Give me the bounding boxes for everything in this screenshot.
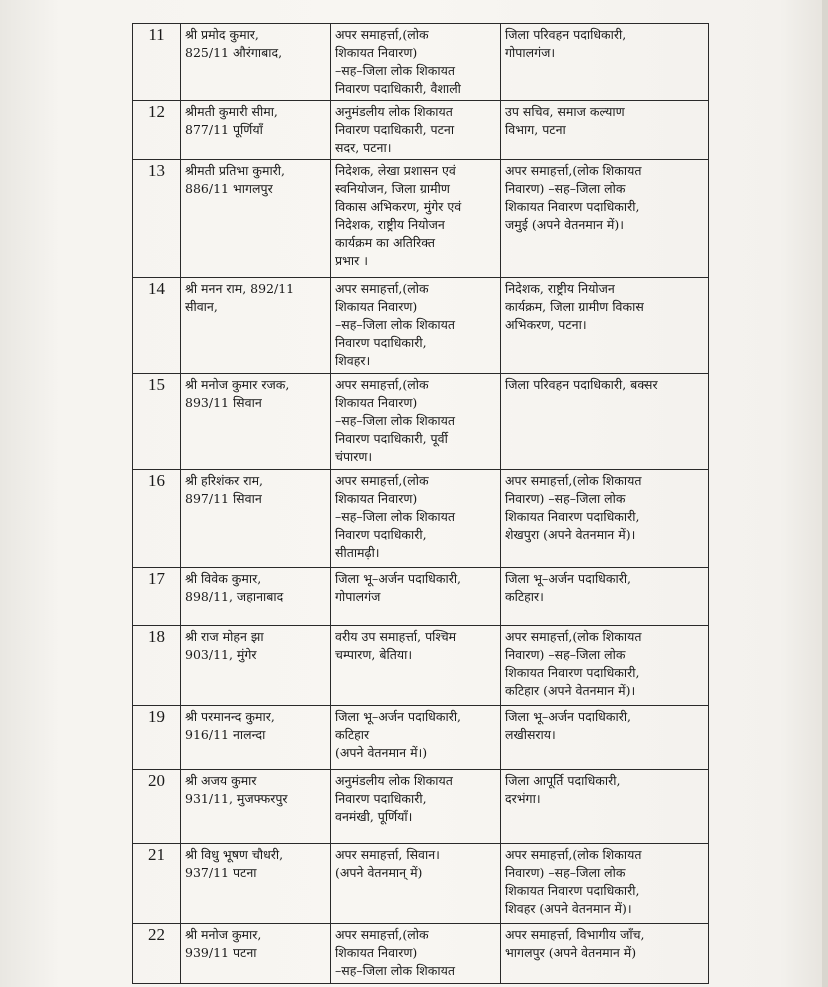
officer-name-cell-line: श्रीमती कुमारी सीमा, bbox=[185, 104, 278, 119]
officer-name-cell bbox=[181, 374, 331, 470]
officer-name-cell bbox=[181, 924, 331, 984]
new-posting-cell-line: शिकायत निवारण पदाधिकारी, bbox=[505, 665, 640, 680]
new-posting-cell bbox=[501, 24, 709, 101]
current-posting-cell-line: (अपने वेतनमान् में) bbox=[335, 865, 423, 880]
table-row bbox=[133, 844, 709, 924]
table-row bbox=[133, 24, 709, 101]
current-posting-cell-line: शिकायत निवारण) bbox=[335, 395, 418, 410]
serial-number: 22 bbox=[133, 924, 181, 984]
officer-name-cell-line: 937/11 पटना bbox=[185, 865, 257, 880]
new-posting-cell bbox=[501, 568, 709, 626]
current-posting-cell-line: अपर समाहर्त्ता,(लोक bbox=[335, 377, 429, 392]
new-posting-cell bbox=[501, 160, 709, 278]
new-posting-cell-line: शिकायत निवारण पदाधिकारी, bbox=[505, 883, 640, 898]
serial-number: 14 bbox=[133, 278, 181, 374]
new-posting-cell-line: उप सचिव, समाज कल्याण bbox=[505, 104, 625, 119]
current-posting-cell bbox=[331, 626, 501, 706]
table-row bbox=[133, 568, 709, 626]
new-posting-cell-line: कटिहार। bbox=[505, 589, 544, 604]
officer-name-cell-line: 903/11, मुंगेर bbox=[185, 647, 257, 662]
current-posting-cell-line: प्रभार । bbox=[335, 253, 368, 268]
current-posting-cell-line: अपर समाहर्त्ता,(लोक bbox=[335, 27, 429, 42]
current-posting-cell-line: गोपालगंज bbox=[335, 589, 381, 604]
officer-name-cell-line: 886/11 भागलपुर bbox=[185, 181, 273, 196]
new-posting-cell bbox=[501, 278, 709, 374]
current-posting-cell bbox=[331, 160, 501, 278]
serial-number: 16 bbox=[133, 470, 181, 568]
current-posting-cell-line: शिकायत निवारण) bbox=[335, 945, 418, 960]
serial-number: 17 bbox=[133, 568, 181, 626]
officer-name-cell bbox=[181, 844, 331, 924]
table-row bbox=[133, 160, 709, 278]
officer-name-cell bbox=[181, 770, 331, 844]
new-posting-cell-line: निवारण) –सह–जिला लोक bbox=[505, 647, 626, 662]
current-posting-cell-line: अनुमंडलीय लोक शिकायत bbox=[335, 773, 453, 788]
new-posting-cell bbox=[501, 626, 709, 706]
current-posting-cell-line: चम्पारण, बेतिया। bbox=[335, 647, 413, 662]
serial-number: 15 bbox=[133, 374, 181, 470]
transfer-order-rows bbox=[133, 24, 709, 984]
new-posting-cell-line: जिला परिवहन पदाधिकारी, बक्सर bbox=[505, 377, 658, 392]
new-posting-cell-line: शेखपुरा (अपने वेतनमान में)। bbox=[505, 527, 636, 542]
new-posting-cell-line: जिला भू–अर्जन पदाधिकारी, bbox=[505, 571, 632, 586]
current-posting-cell-line: –सह–जिला लोक शिकायत bbox=[335, 317, 456, 332]
new-posting-cell bbox=[501, 924, 709, 984]
current-posting-cell-line: शिवहर। bbox=[335, 353, 371, 368]
current-posting-cell-line: अपर समाहर्त्ता, सिवान। bbox=[335, 847, 440, 862]
table-row bbox=[133, 278, 709, 374]
new-posting-cell-line: अपर समाहर्त्ता,(लोक शिकायत bbox=[505, 473, 642, 488]
current-posting-cell-line: जिला भू–अर्जन पदाधिकारी, bbox=[335, 709, 462, 724]
officer-name-cell bbox=[181, 626, 331, 706]
new-posting-cell-line: शिकायत निवारण पदाधिकारी, bbox=[505, 509, 640, 524]
officer-name-cell-line: श्री अजय कुमार bbox=[185, 773, 257, 788]
officer-name-cell-line: श्री मनन राम, 892/11 bbox=[185, 281, 295, 296]
officer-name-cell bbox=[181, 278, 331, 374]
serial-number: 12 bbox=[133, 101, 181, 160]
new-posting-cell-line: जिला आपूर्ति पदाधिकारी, bbox=[505, 773, 621, 788]
officer-name-cell-line: 931/11, मुजफ्फरपुर bbox=[185, 791, 288, 806]
current-posting-cell-line: स्वनियोजन, जिला ग्रामीण bbox=[335, 181, 450, 196]
current-posting-cell bbox=[331, 24, 501, 101]
new-posting-cell-line: निवारण) –सह–जिला लोक bbox=[505, 181, 626, 196]
officer-name-cell-line: 825/11 औरंगाबाद, bbox=[185, 45, 283, 60]
new-posting-cell bbox=[501, 706, 709, 770]
current-posting-cell-line: सीतामढ़ी। bbox=[335, 545, 380, 560]
current-posting-cell-line: अनुमंडलीय लोक शिकायत bbox=[335, 104, 453, 119]
new-posting-cell-line: शिकायत निवारण पदाधिकारी, bbox=[505, 199, 640, 214]
new-posting-cell-line: लखीसराय। bbox=[505, 727, 556, 742]
transfer-order-table bbox=[132, 23, 709, 984]
current-posting-cell-line: –सह–जिला लोक शिकायत bbox=[335, 413, 456, 428]
officer-name-cell bbox=[181, 568, 331, 626]
current-posting-cell-line: कटिहार bbox=[335, 727, 370, 742]
new-posting-cell-line: जिला परिवहन पदाधिकारी, bbox=[505, 27, 627, 42]
serial-number: 11 bbox=[133, 24, 181, 101]
new-posting-cell bbox=[501, 844, 709, 924]
officer-name-cell-line: 877/11 पूर्णियाँ bbox=[185, 122, 263, 137]
officer-name-cell-line: 916/11 नालन्दा bbox=[185, 727, 266, 742]
officer-name-cell bbox=[181, 24, 331, 101]
officer-name-cell-line: श्रीमती प्रतिभा कुमारी, bbox=[185, 163, 286, 178]
officer-name-cell bbox=[181, 706, 331, 770]
new-posting-cell-line: अभिकरण, पटना। bbox=[505, 317, 587, 332]
current-posting-cell-line: वरीय उप समाहर्त्ता, पश्चिम bbox=[335, 629, 457, 644]
current-posting-cell-line: निवारण पदाधिकारी, bbox=[335, 527, 427, 542]
current-posting-cell-line: वनमंखी, पूर्णियाँ। bbox=[335, 809, 413, 824]
officer-name-cell-line: 897/11 सिवान bbox=[185, 491, 262, 506]
current-posting-cell-line: निदेशक, राष्ट्रीय नियोजन bbox=[335, 217, 445, 232]
new-posting-cell-line: कार्यक्रम, जिला ग्रामीण विकास bbox=[505, 299, 644, 314]
new-posting-cell-line: निदेशक, राष्ट्रीय नियोजन bbox=[505, 281, 615, 296]
current-posting-cell-line: (अपने वेतनमान में।) bbox=[335, 745, 428, 760]
new-posting-cell-line: कटिहार (अपने वेतनमान में)। bbox=[505, 683, 636, 698]
new-posting-cell-line: भागलपुर (अपने वेतनमान में) bbox=[505, 945, 637, 960]
officer-name-cell-line: 893/11 सिवान bbox=[185, 395, 262, 410]
current-posting-cell-line: जिला भू–अर्जन पदाधिकारी, bbox=[335, 571, 462, 586]
new-posting-cell-line: निवारण) –सह–जिला लोक bbox=[505, 865, 626, 880]
current-posting-cell-line: सदर, पटना। bbox=[335, 140, 392, 155]
current-posting-cell bbox=[331, 470, 501, 568]
current-posting-cell-line: निवारण पदाधिकारी, bbox=[335, 791, 427, 806]
officer-name-cell-line: श्री हरिशंकर राम, bbox=[185, 473, 264, 488]
current-posting-cell-line: शिकायत निवारण) bbox=[335, 45, 418, 60]
current-posting-cell-line: निवारण पदाधिकारी, पूर्वी bbox=[335, 431, 448, 446]
officer-name-cell bbox=[181, 470, 331, 568]
new-posting-cell-line: अपर समाहर्त्ता, विभागीय जाँच, bbox=[505, 927, 645, 942]
current-posting-cell-line: निवारण पदाधिकारी, वैशाली bbox=[335, 81, 461, 96]
new-posting-cell bbox=[501, 770, 709, 844]
table-row bbox=[133, 101, 709, 160]
officer-name-cell bbox=[181, 101, 331, 160]
current-posting-cell bbox=[331, 706, 501, 770]
table-row bbox=[133, 924, 709, 984]
officer-name-cell-line: श्री मनोज कुमार रजक, bbox=[185, 377, 290, 392]
current-posting-cell-line: अपर समाहर्त्ता,(लोक bbox=[335, 281, 429, 296]
current-posting-cell-line: शिकायत निवारण) bbox=[335, 299, 418, 314]
officer-name-cell-line: 898/11, जहानाबाद bbox=[185, 589, 284, 604]
officer-name-cell-line: श्री मनोज कुमार, bbox=[185, 927, 262, 942]
serial-number: 13 bbox=[133, 160, 181, 278]
new-posting-cell-line: विभाग, पटना bbox=[505, 122, 566, 137]
officer-name-cell-line: 939/11 पटना bbox=[185, 945, 257, 960]
table-row bbox=[133, 706, 709, 770]
current-posting-cell-line: निवारण पदाधिकारी, पटना bbox=[335, 122, 455, 137]
table-row bbox=[133, 770, 709, 844]
new-posting-cell-line: शिवहर (अपने वेतनमान में)। bbox=[505, 901, 632, 916]
serial-number: 18 bbox=[133, 626, 181, 706]
current-posting-cell bbox=[331, 101, 501, 160]
current-posting-cell-line: चंपारण। bbox=[335, 449, 373, 464]
new-posting-cell-line: गोपालगंज। bbox=[505, 45, 556, 60]
new-posting-cell-line: दरभंगा। bbox=[505, 791, 541, 806]
new-posting-cell-line: अपर समाहर्त्ता,(लोक शिकायत bbox=[505, 847, 642, 862]
officer-name-cell-line: श्री परमानन्द कुमार, bbox=[185, 709, 275, 724]
current-posting-cell-line: निदेशक, लेखा प्रशासन एवं bbox=[335, 163, 456, 178]
table-row bbox=[133, 470, 709, 568]
current-posting-cell bbox=[331, 278, 501, 374]
serial-number: 20 bbox=[133, 770, 181, 844]
new-posting-cell-line: अपर समाहर्त्ता,(लोक शिकायत bbox=[505, 629, 642, 644]
current-posting-cell bbox=[331, 374, 501, 470]
current-posting-cell bbox=[331, 770, 501, 844]
current-posting-cell bbox=[331, 568, 501, 626]
current-posting-cell-line: कार्यक्रम का अतिरिक्त bbox=[335, 235, 436, 250]
new-posting-cell-line: निवारण) –सह–जिला लोक bbox=[505, 491, 626, 506]
current-posting-cell bbox=[331, 924, 501, 984]
officer-name-cell-line: सीवान, bbox=[185, 299, 218, 314]
officer-name-cell-line: श्री विवेक कुमार, bbox=[185, 571, 262, 586]
serial-number: 21 bbox=[133, 844, 181, 924]
current-posting-cell-line: अपर समाहर्त्ता,(लोक bbox=[335, 473, 429, 488]
table-row bbox=[133, 374, 709, 470]
officer-name-cell-line: श्री विधु भूषण चौधरी, bbox=[185, 847, 284, 862]
new-posting-cell bbox=[501, 101, 709, 160]
current-posting-cell bbox=[331, 844, 501, 924]
new-posting-cell-line: जिला भू–अर्जन पदाधिकारी, bbox=[505, 709, 632, 724]
current-posting-cell-line: विकास अभिकरण, मुंगेर एवं bbox=[335, 199, 462, 214]
current-posting-cell-line: शिकायत निवारण) bbox=[335, 491, 418, 506]
table-row bbox=[133, 626, 709, 706]
new-posting-cell-line: अपर समाहर्त्ता,(लोक शिकायत bbox=[505, 163, 642, 178]
serial-number: 19 bbox=[133, 706, 181, 770]
scan-edge-shadow bbox=[822, 0, 828, 987]
new-posting-cell bbox=[501, 374, 709, 470]
officer-name-cell-line: श्री प्रमोद कुमार, bbox=[185, 27, 259, 42]
current-posting-cell-line: निवारण पदाधिकारी, bbox=[335, 335, 427, 350]
officer-name-cell-line: श्री राज मोहन झा bbox=[185, 629, 264, 644]
current-posting-cell-line: –सह–जिला लोक शिकायत bbox=[335, 63, 456, 78]
new-posting-cell bbox=[501, 470, 709, 568]
officer-name-cell bbox=[181, 160, 331, 278]
new-posting-cell-line: जमुई (अपने वेतनमान में)। bbox=[505, 217, 625, 232]
current-posting-cell-line: –सह–जिला लोक शिकायत bbox=[335, 963, 456, 978]
current-posting-cell-line: अपर समाहर्त्ता,(लोक bbox=[335, 927, 429, 942]
current-posting-cell-line: –सह–जिला लोक शिकायत bbox=[335, 509, 456, 524]
